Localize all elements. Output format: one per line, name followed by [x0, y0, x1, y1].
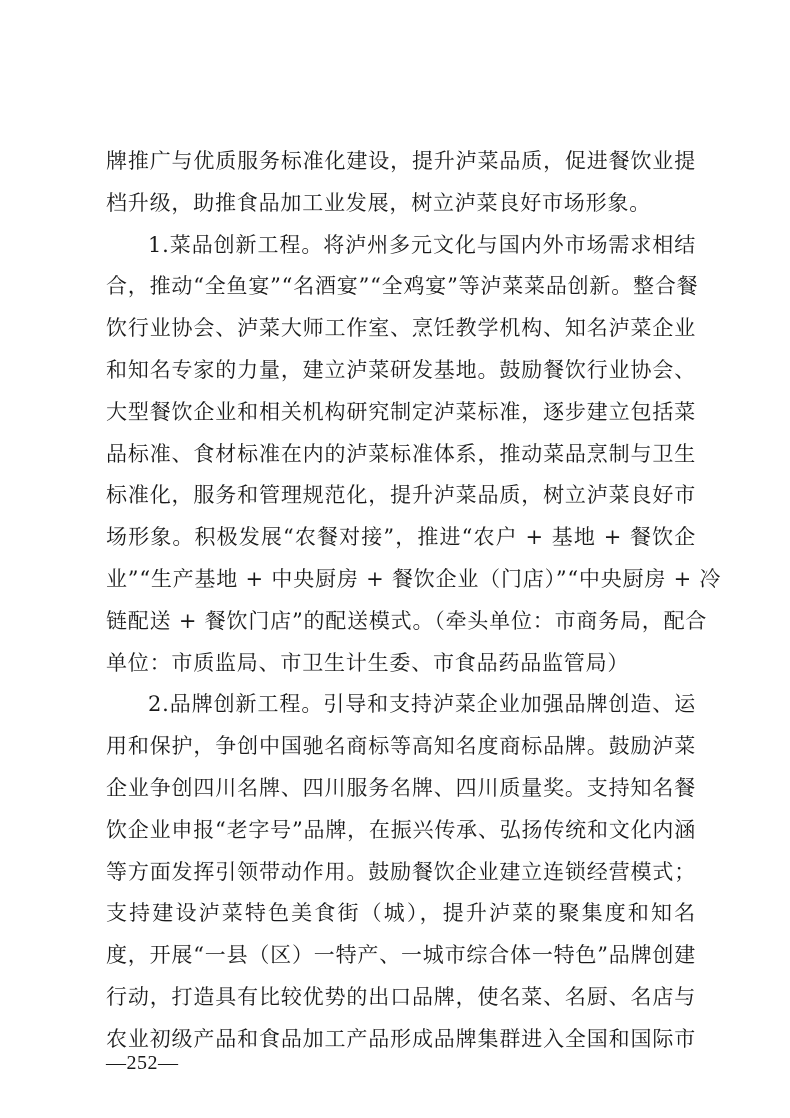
text-line: 支持建设泸菜特色美食街（城），提升泸菜的聚集度和知名: [106, 901, 696, 926]
body-text: [106, 141, 722, 1061]
text-line: 大型餐饮企业和相关机构研究制定泸菜标准，逐步建立包括菜: [106, 399, 696, 424]
text-line: 链配送 + 餐饮门店”的配送模式。（牵头单位：市商务局，配合: [106, 608, 708, 633]
text-line: 饮行业协会、泸菜大师工作室、烹饪教学机构、知名泸菜企业: [106, 316, 696, 341]
text-line: 用和保护，争创中国驰名商标等高知名度商标品牌。鼓励泸菜: [106, 734, 696, 759]
text-line: 场形象。积极发展“农餐对接”，推进“农户 + 基地 + 餐饮企: [106, 525, 696, 550]
text-line: 行动，打造具有比较优势的出口品牌，使名菜、名厨、名店与: [106, 984, 696, 1009]
text-line: 单位：市质监局、市卫生计生委、市食品药品监管局）: [106, 650, 630, 675]
text-line: 度，开展“一县（区）一特产、一城市综合体一特色”品牌创建: [106, 943, 696, 968]
text-line: 品标准、食材标准在内的泸菜标准体系，推动菜品烹制与卫生: [106, 441, 696, 466]
text-line: 档升级，助推食品加工业发展，树立泸菜良好市场形象。: [106, 190, 651, 215]
text-line: 合，推动“全鱼宴”“名酒宴”“全鸡宴”等泸菜菜品创新。整合餐: [106, 274, 699, 299]
text-line: 企业争创四川名牌、四川服务名牌、四川质量奖。支持知名餐: [106, 775, 696, 800]
text-line: 饮企业申报“老字号”品牌，在振兴传承、弘扬传统和文化内涵: [106, 817, 696, 842]
paragraph-start-line: 1.菜品创新工程。将泸州多元文化与国内外市场需求相结: [148, 232, 696, 257]
text-line: 等方面发挥引领带动作用。鼓励餐饮企业建立连锁经营模式；: [106, 859, 696, 884]
page-number: —252—: [106, 1052, 179, 1074]
text-line: 牌推广与优质服务标准化建设，提升泸菜品质，促进餐饮业提: [106, 149, 696, 173]
paragraph-start-line: 2.品牌创新工程。引导和支持泸菜企业加强品牌创造、运: [148, 692, 696, 717]
text-line: 和知名专家的力量，建立泸菜研发基地。鼓励餐饮行业协会、: [106, 357, 696, 382]
text-line: 标准化，服务和管理规范化，提升泸菜品质，树立泸菜良好市: [106, 483, 696, 508]
text-line: 业”“生产基地 + 中央厨房 + 餐饮企业（门店）”“中央厨房 + 冷: [106, 566, 722, 591]
text-line: 农业初级产品和食品加工产品形成品牌集群进入全国和国际市: [106, 1026, 696, 1051]
